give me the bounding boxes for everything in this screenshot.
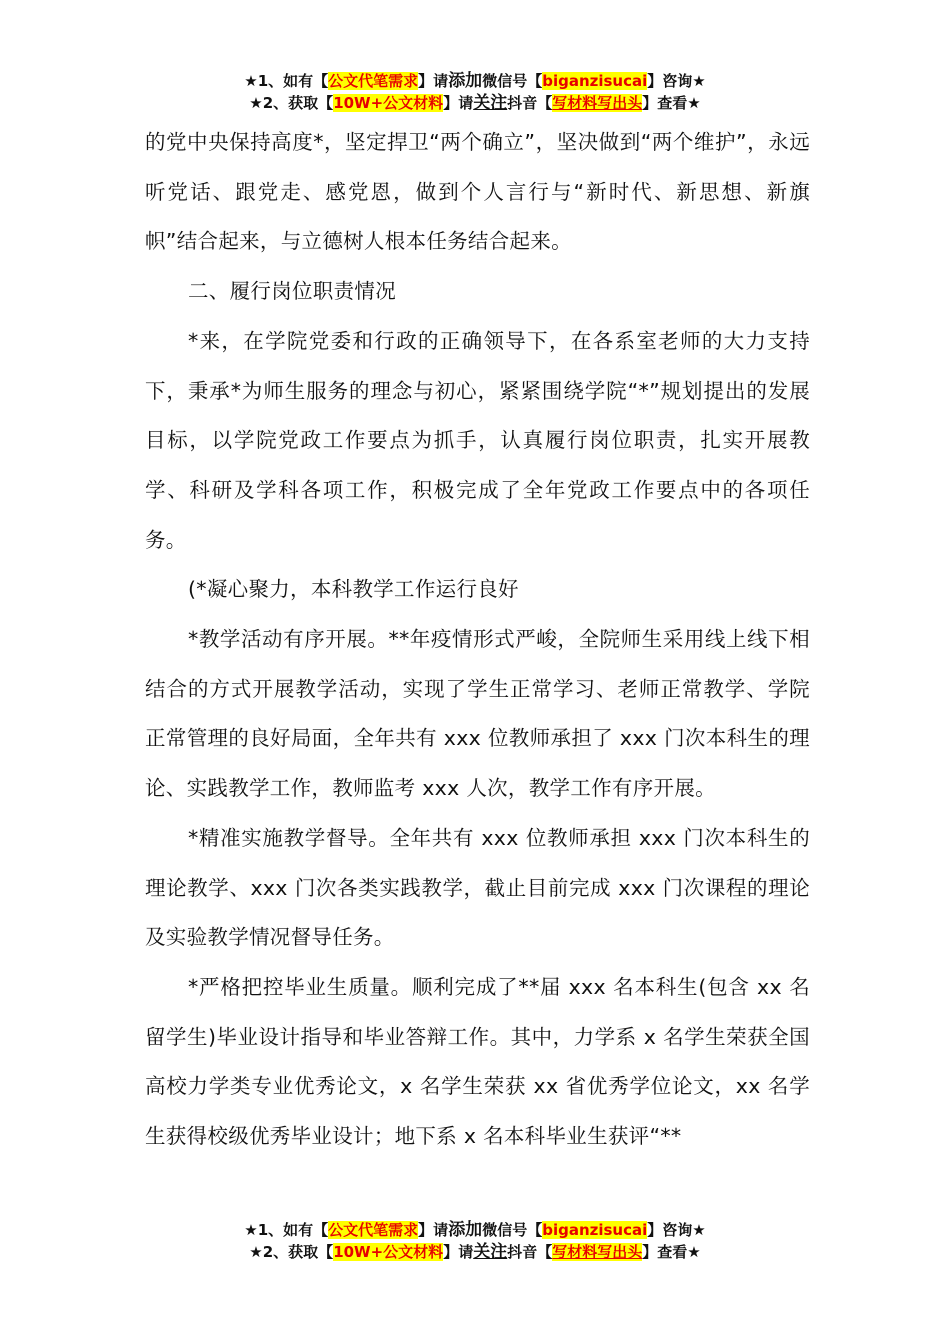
paragraph-graduate-quality: *严格把控毕业生质量。顺利完成了**届 xxx 名本科生(包含 xx 名留学生)毕业设计指导和毕业答辩工作。其中，力学系 x 名学生荣获全国高校力学类专业优秀论文，x 名学生荣获 xx 省优秀学位论文，xx 名学生获得校级优秀毕业设计；地下系 x 名本科毕业生获评“** (145, 974, 810, 1149)
footer-banner (0, 1219, 950, 1263)
footer-line-1: ★1、如有【公文代笔需求】请添加微信号【biganzisucai】咨询★ (244, 1220, 706, 1240)
banner-line-2: ★2、获取【10W+公文材料】请关注抖音【写材料写出头】查看★ (249, 93, 701, 113)
highlight-douyin-account: 写材料写出头 (552, 94, 643, 112)
paragraph-continued: 的党中央保持高度*，坚定捍卫“两个确立”，坚决做到“两个维护”，永远听党话、跟党走、感党恩，做到个人言行与“新时代、新思想、新旗帜”结合起来，与立德树人根本任务结合起来。 (145, 130, 810, 254)
subsection-heading-teaching: (*凝心聚力，本科教学工作运行良好 (188, 577, 519, 602)
footer-line-2: ★2、获取【10W+公文材料】请关注抖音【写材料写出头】查看★ (249, 1242, 701, 1262)
highlight-materials: 10W+公文材料 (333, 94, 444, 112)
paragraph-teaching-supervision: *精准实施教学督导。全年共有 xxx 位教师承担 xxx 门次本科生的理论教学、xxx 门次各类实践教学，截止目前完成 xxx 门次课程的理论及实验教学情况督导任务。 (145, 825, 810, 950)
section-heading-duties: 二、履行岗位职责情况 (188, 279, 396, 304)
document-body (145, 118, 810, 1162)
banner-line-1: ★1、如有【公文代笔需求】请添加微信号【biganzisucai】咨询★ (244, 71, 706, 91)
highlight-douyin-account: 写材料写出头 (552, 1243, 643, 1261)
paragraph-duties-overview: *来，在学院党委和行政的正确领导下，在各系室老师的大力支持下，秉承*为师生服务的理念与初心，紧紧围绕学院“*”规划提出的发展目标，以学院党政工作要点为抓手，认真履行岗位职责，扎实开展教学、科研及学科各项工作，积极完成了全年党政工作要点中的各项任务。 (145, 328, 810, 552)
highlight-service: 公文代笔需求 (328, 72, 419, 90)
highlight-service: 公文代笔需求 (328, 1221, 419, 1239)
header-banner (0, 70, 950, 114)
highlight-wechat-id: biganzisucai (542, 1221, 648, 1239)
highlight-materials: 10W+公文材料 (333, 1243, 444, 1261)
paragraph-teaching-activities: *教学活动有序开展。**年疫情形式严峻，全院师生采用线上线下相结合的方式开展教学活动，实现了学生正常学习、老师正常教学、学院正常管理的良好局面，全年共有 xxx 位教师承担了 xxx 门次本科生的理论、实践教学工作，教师监考 xxx 人次，教学工作有序开展。 (145, 627, 810, 801)
highlight-wechat-id: biganzisucai (542, 72, 648, 90)
